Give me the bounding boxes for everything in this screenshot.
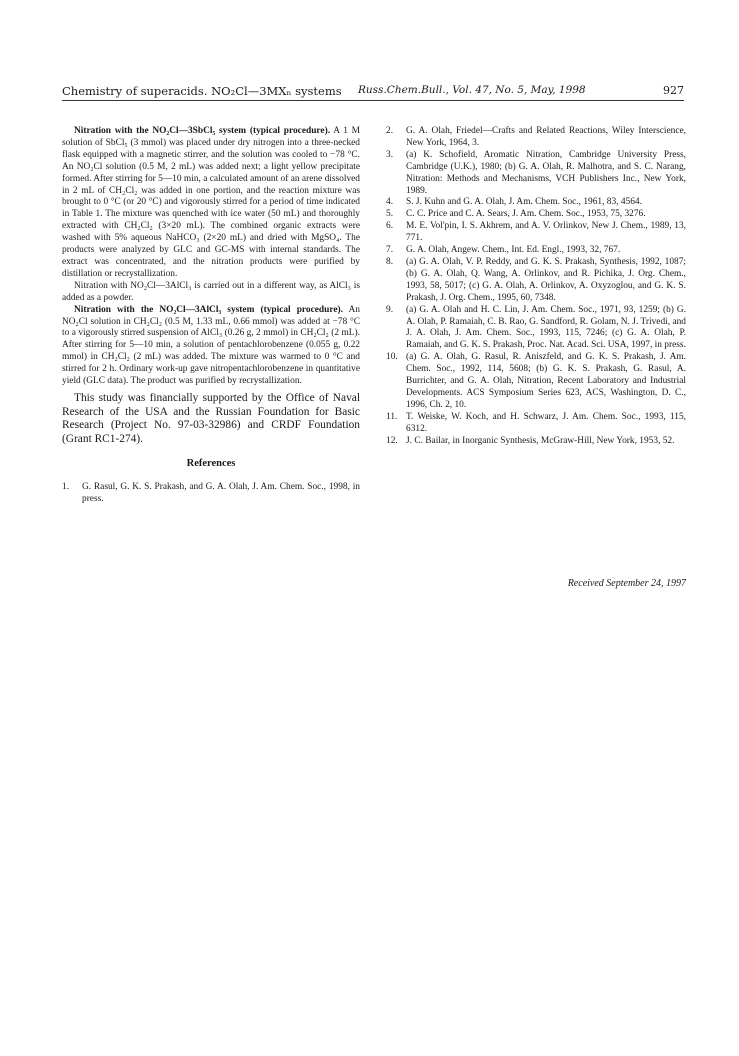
reference-item [386, 352, 686, 412]
reference-text: T. Weiske, W. Koch, and H. Schwarz, J. Am. Chem. Soc., 1993, 115, 6312. [406, 411, 686, 434]
header-journal: Russ.Chem.Bull., Vol. 47, No. 5, May, 1998 [358, 84, 586, 96]
reference-item [386, 209, 686, 221]
reference-text: M. E. Vol'pin, I. S. Akhrem, and A. V. Orlinkov, New J. Chem., 1989, 13, 771. [406, 221, 686, 244]
reference-number: 9. [386, 304, 394, 315]
reference-text: (a) G. A. Olah and H. C. Lin, J. Am. Chem. Soc., 1971, 93, 1259; (b) G. A. Olah, P. Ramaiah, C. B. Rao, G. Sandford, R. Golam, N. J. Trivedi, and J. A. Olah, J. Am. Chem. Soc., 1993, 115, 7246; (c) G. A. Olah, P. Ramaiah, and G. K. S. Prakash, Proc. Nat. Acad. Sci. USA, 1997, in press. [406, 304, 686, 351]
reference-list [386, 126, 686, 447]
reference-number: 1. [62, 482, 70, 493]
paragraph-sbcl5-procedure [62, 126, 360, 281]
reference-text: G. Rasul, G. K. S. Prakash, and G. A. Olah, J. Am. Chem. Soc., 1998, in press. [82, 482, 360, 505]
reference-item [386, 305, 686, 353]
reference-item [386, 126, 686, 150]
running-header [62, 80, 684, 101]
reference-item [386, 412, 686, 436]
reference-text: (a) K. Schofield, Aromatic Nitration, Cambridge University Press, Cambridge (U.K.), 1980; (b) G. A. Olah, R. Malhotra, and S. C. Narang, Nitration: Methods and Mechanisms, VCH Publishers Inc., New York, 1989. [406, 149, 686, 196]
reference-number: 6. [386, 221, 394, 232]
acknowledgment: This study was financially supported by the Office of Naval Research of the USA and the Russian Foundation for Basic Research (Project No. 97-03-32986) and CRDF Foundation (Grant RC1-274). [62, 391, 360, 445]
procedure-text-alcl3: An NO₂Cl solution in CH₂Cl₂ (0.5 M, 1.33 mL, 0.66 mmol) was added at −78 °C to a vigorously stirred suspension of AlCl₃ (0.26 g, 2 mmol) in CH₂Cl₂ (2 mL). After stirring for 5—10 min, a solution of pentachlorobenzene (0.055 g, 0.22 mmol) in CH₂Cl₂ (2 mL) was added. The mixture was warmed to 0 °C and stirred for 2 h. Ordinary work-up gave nitropentachlorobenzene in quantitative yield (GLC data). The product was purified by recrystallization. [62, 304, 360, 387]
reference-number: 5. [386, 209, 394, 220]
reference-text: (a) G. A. Olah, V. P. Reddy, and G. K. S. Prakash, Synthesis, 1992, 1087; (b) G. A. Olah, Q. Wang, A. Orlinkov, and R. Pichika, J. Org. Chem., 1993, 58, 5017; (c) G. A. Olah, A. Orlinkov, A. Oxyzoglou, and G. K. S. Prakash, J. Org. Chem., 1995, 60, 7348. [406, 256, 686, 303]
page-number: 927 [663, 84, 684, 97]
reference-number: 2. [386, 126, 394, 136]
reference-item [386, 257, 686, 305]
header-title: Chemistry of superacids. NO₂Cl—3MXₙ systems [62, 84, 342, 98]
reference-number: 4. [386, 197, 394, 208]
reference-text: G. A. Olah, Angew. Chem., Int. Ed. Engl., 1993, 32, 767. [406, 245, 621, 256]
reference-number: 3. [386, 149, 394, 160]
reference-text: (a) G. A. Olah, G. Rasul, R. Aniszfeld, and G. K. S. Prakash, J. Am. Chem. Soc., 1992, 114, 5608; (b) G. K. S. Prakash, G. Rasul, A. Burrichter, and G. A. Olah, Nitration, Recent Laboratory and Industrial Developments. ACS Symposium Series 623, ACS, Washington, D. C., 1996, Ch. 2, 10. [406, 352, 686, 410]
reference-text: C. C. Price and C. A. Sears, J. Am. Chem. Soc., 1953, 75, 3276. [406, 209, 646, 220]
reference-text: G. A. Olah, Friedel—Crafts and Related Reactions, Wiley Interscience, New York, 1964, 3. [406, 126, 686, 148]
reference-item [386, 245, 686, 257]
reference-text: S. J. Kuhn and G. A. Olah, J. Am. Chem. Soc., 1961, 83, 4564. [406, 197, 642, 208]
reference-number: 12. [386, 435, 398, 446]
received-date: Received September 24, 1997 [567, 578, 686, 589]
reference-number: 8. [386, 256, 394, 267]
reference-item [386, 197, 686, 209]
reference-item [386, 150, 686, 198]
procedure-heading-alcl3: Nitration with the NO₂Cl—3AlCl₃ system (typical procedure). [74, 304, 343, 315]
paragraph-alcl3-procedure [62, 305, 360, 388]
right-column [386, 126, 686, 447]
reference-item [62, 482, 360, 506]
left-column [62, 126, 360, 506]
reference-number: 7. [386, 245, 394, 256]
procedure-heading-sbcl5: Nitration with the NO₂Cl—3SbCl₅ system (typical procedure). [74, 126, 331, 136]
procedure-text-sbcl5: A 1 M solution of SbCl₅ (3 mmol) was placed under dry nitrogen into a three-necked flask equipped with a magnetic stirrer, and the solution was cooled to −78 °C. An NO₂Cl solution (0.5 M, 2 mL) was added next; a light yellow precipitate formed. After stirring for 5—10 min, a calculated amount of an arene dissolved in 2 mL of CH₂Cl₂ was added in one portion, and the reaction mixture was brought to 0 °C (or 20 °C) and vigorously stirred for a period of time indicated in Table 1. The mixture was quenched with ice water (50 mL) and thoroughly extracted with CH₂Cl₂ (3×20 mL). The combined organic extracts were washed with 5% aqueous NaHCO₃ (2×20 mL) and dried with MgSO₄. The products were analyzed by GLC and GC-MS with internal standards. The extract was concentrated, and the nitration products were purified by distillation or recrystallization. [62, 126, 360, 279]
reference-number: 11. [386, 411, 398, 422]
references-heading: References [186, 458, 236, 470]
reference-item [386, 221, 686, 245]
reference-item [386, 436, 686, 448]
paragraph-alcl3-note: Nitration with NO₂Cl—3AlCl₃ is carried out in a different way, as AlCl₃ is added as a powder. [62, 280, 360, 303]
reference-text: J. C. Bailar, in Inorganic Synthesis, McGraw-Hill, New York, 1953, 52. [406, 435, 675, 446]
reference-number: 10. [386, 352, 398, 363]
